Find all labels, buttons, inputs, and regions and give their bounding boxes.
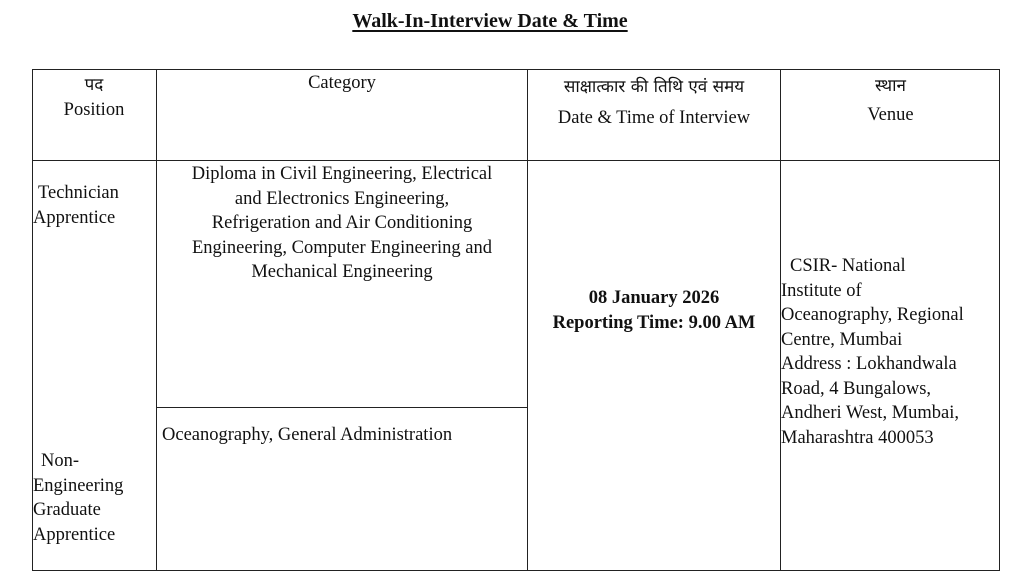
- position-line: Non-: [41, 451, 80, 471]
- category-line: Mechanical Engineering: [251, 262, 433, 282]
- reporting-time: Reporting Time: 9.00 AM: [552, 312, 756, 333]
- venue-line: Andheri West, Mumbai,: [781, 403, 960, 423]
- position-line: Engineering: [33, 475, 124, 496]
- header-divider: [32, 160, 1000, 161]
- venue-line: CSIR- National: [790, 256, 906, 276]
- header-category-english: Category: [308, 73, 376, 93]
- venue-line: Oceanography, Regional: [781, 305, 964, 325]
- position-line: Graduate: [33, 500, 101, 520]
- venue-line: Address : Lokhandwala: [781, 354, 957, 374]
- page-title: Walk-In-Interview Date & Time: [352, 10, 628, 32]
- venue-address: [781, 254, 1000, 450]
- position-line: Apprentice: [33, 207, 116, 228]
- category-line: and Electronics Engineering,: [234, 188, 450, 209]
- table-border-bottom: [32, 570, 1000, 571]
- header-datetime-english: Date & Time of Interview: [557, 107, 751, 128]
- position-line: Technician: [38, 183, 119, 203]
- header-position: [32, 73, 156, 122]
- category-non-engineering: [162, 423, 527, 448]
- venue-line: Maharashtra 400053: [781, 427, 934, 448]
- category-line: Refrigeration and Air Conditioning: [211, 213, 473, 233]
- header-datetime-hindi: साक्षात्कार की तिथि एवं समय: [563, 77, 745, 97]
- interview-table: [32, 69, 1000, 571]
- header-position-english: Position: [63, 99, 125, 120]
- header-position-hindi: पद: [84, 75, 104, 95]
- position-non-engineering: [33, 449, 155, 547]
- category-line: Oceanography, General Administration: [162, 425, 453, 445]
- interview-date: 08 January 2026: [588, 288, 720, 308]
- header-datetime: [528, 75, 780, 130]
- category-line: Engineering, Computer Engineering and: [191, 237, 493, 258]
- header-venue-english: Venue: [867, 104, 914, 125]
- venue-line: Institute of: [781, 280, 862, 301]
- position-line: Apprentice: [33, 524, 116, 545]
- category-line: Diploma in Civil Engineering, Electrical: [191, 164, 493, 184]
- venue-line: Centre, Mumbai: [781, 329, 903, 350]
- column-divider-1: [156, 69, 157, 571]
- interview-datetime: [528, 286, 780, 335]
- table-border-top: [32, 69, 1000, 70]
- category-row-divider: [156, 407, 527, 408]
- header-category: [157, 71, 527, 96]
- category-engineering: [157, 162, 527, 285]
- header-venue: [781, 74, 1000, 127]
- position-technician: [33, 181, 155, 230]
- venue-line: Road, 4 Bungalows,: [781, 378, 932, 399]
- header-venue-hindi: स्थान: [875, 76, 906, 96]
